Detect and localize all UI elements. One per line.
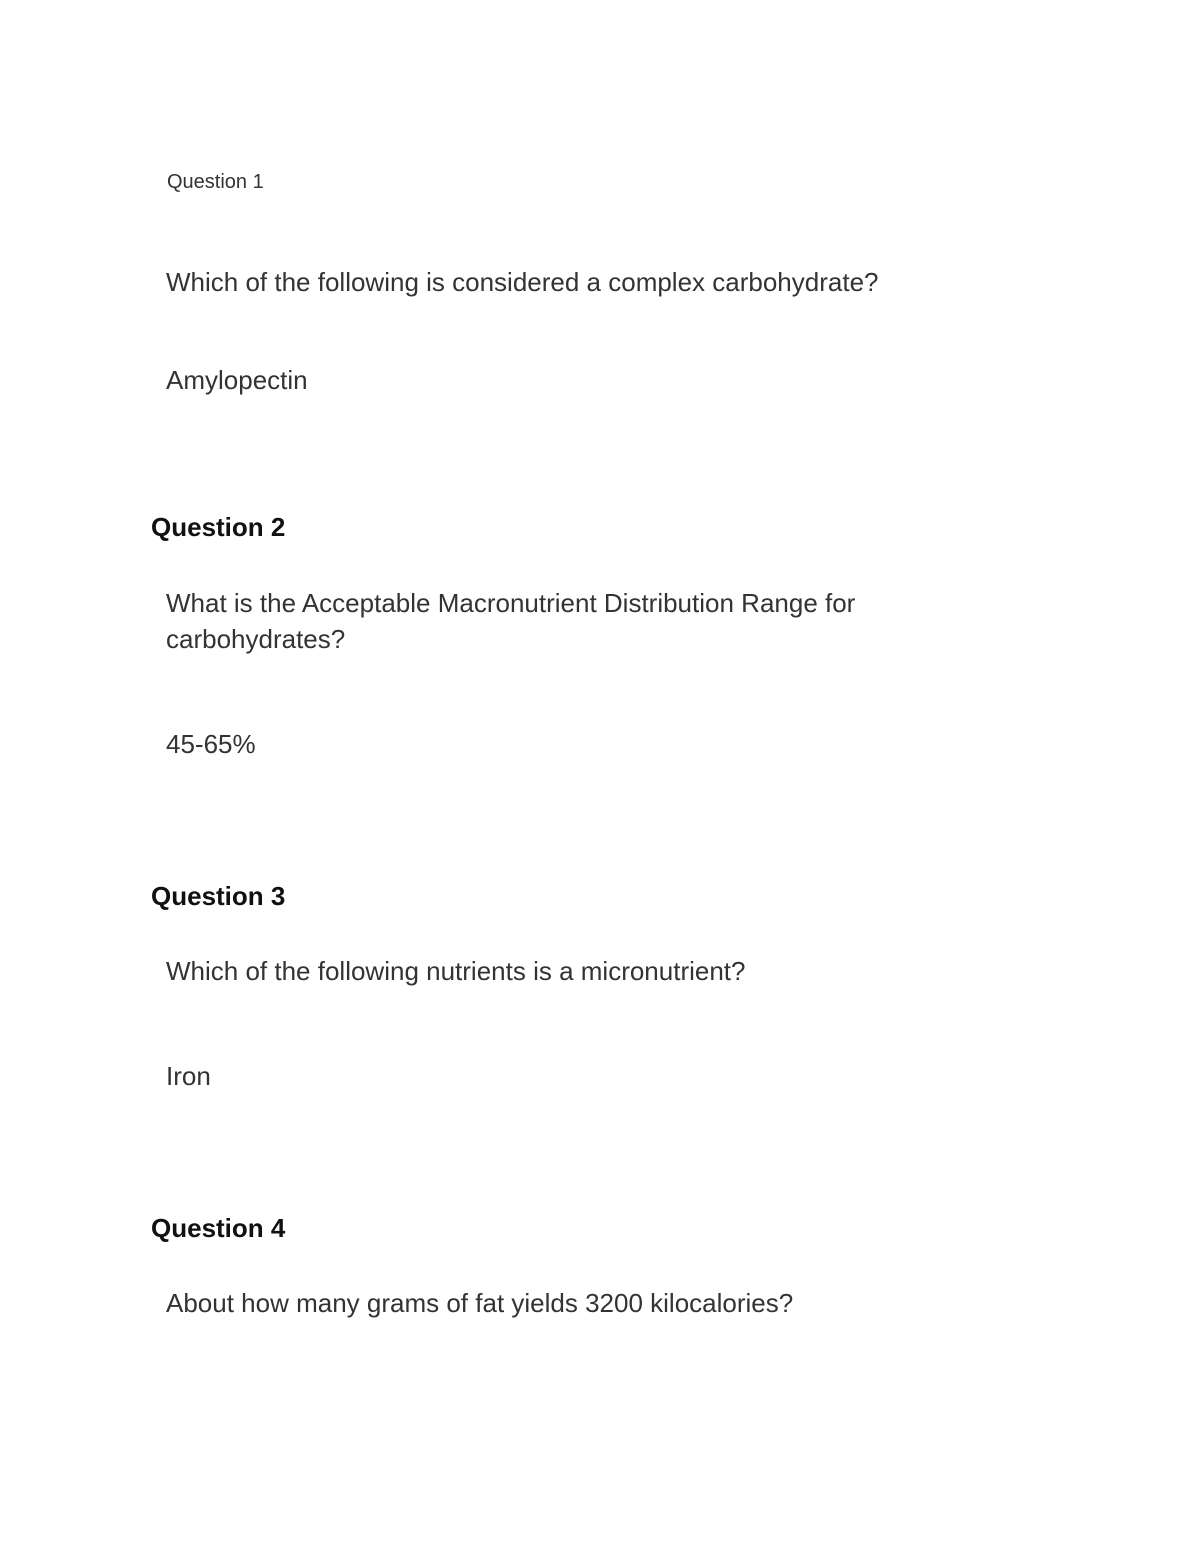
- question-1-answer: Amylopectin: [166, 365, 308, 395]
- question-4-prompt: About how many grams of fat yields 3200 kilocalories?: [166, 1288, 794, 1318]
- question-2-answer: 45-65%: [166, 729, 256, 759]
- question-3-heading: Question 3: [151, 881, 286, 911]
- question-2-heading: Question 2: [151, 512, 286, 542]
- question-3-prompt: Which of the following nutrients is a micronutrient?: [166, 956, 746, 986]
- question-4-heading: Question 4: [151, 1213, 286, 1243]
- question-2-prompt: What is the Acceptable Macronutrient Distribution Range for carbohydrates?: [166, 588, 856, 654]
- question-1-heading: Question 1: [167, 171, 264, 193]
- question-1-prompt: Which of the following is considered a complex carbohydrate?: [166, 267, 879, 297]
- question-3-answer: Iron: [166, 1061, 211, 1091]
